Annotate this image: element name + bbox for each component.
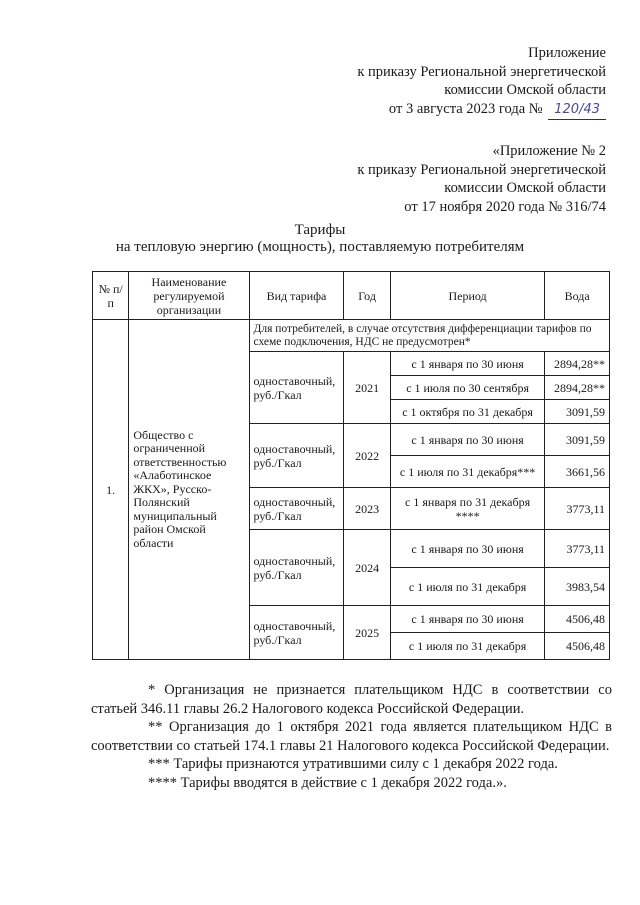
- tariff-kind: одноставочный, руб./Гкал: [249, 352, 344, 424]
- footnote-3: *** Тарифы признаются утратившими силу с 1 декабря 2022 года.: [148, 756, 558, 772]
- appendix2-title: «Приложение № 2: [492, 143, 606, 159]
- tariff-value: 2894,28**: [545, 352, 610, 376]
- header-num: № п/п: [93, 272, 129, 320]
- appendix-title: Приложение: [528, 45, 606, 61]
- tariff-period: с 1 января по 30 июня: [390, 352, 544, 376]
- header-period: Период: [390, 272, 544, 320]
- tariff-value: 3091,59: [545, 424, 610, 456]
- tariff-kind: одноставочный, руб./Гкал: [249, 488, 344, 530]
- header-kind: Вид тарифа: [249, 272, 344, 320]
- tariff-value: 4506,48: [545, 633, 610, 660]
- header-water: Вода: [545, 272, 610, 320]
- appendix-date: от 3 августа 2023 года №: [388, 100, 543, 117]
- header-year: Год: [344, 272, 390, 320]
- tariff-period: с 1 января по 31 декабря ****: [390, 488, 544, 530]
- row-number: 1.: [93, 320, 129, 660]
- tariff-value: 3091,59: [545, 400, 610, 424]
- table-header-row: [93, 272, 610, 320]
- appendix2-commission: комиссии Омской области: [444, 180, 606, 196]
- tariff-value: 3773,11: [545, 488, 610, 530]
- document-subtitle: на тепловую энергию (мощность), поставляемую потребителям: [115, 239, 525, 255]
- tariff-period: с 1 января по 30 июня: [390, 606, 544, 633]
- handwritten-order-number: 120/43: [548, 101, 606, 121]
- appendix2-header: [357, 142, 606, 216]
- appendix-header: [357, 44, 606, 120]
- header-org: Наименование регулируемой организации: [129, 272, 249, 320]
- tariff-period: с 1 июля по 30 сентября: [390, 376, 544, 400]
- tariff-year: 2021: [344, 352, 390, 424]
- tariff-value: 3661,56: [545, 456, 610, 488]
- tariff-year: 2023: [344, 488, 390, 530]
- appendix2-date: от 17 ноября 2020 года № 316/74: [404, 198, 606, 215]
- tariff-period: с 1 июля по 31 декабря: [390, 568, 544, 606]
- appendix2-order-ref: к приказу Региональной энергетической: [357, 161, 606, 178]
- appendix-order-ref: к приказу Региональной энергетической: [357, 63, 606, 80]
- tariff-year: 2022: [344, 424, 390, 488]
- document-title: Тарифы: [294, 222, 346, 238]
- appendix-commission: комиссии Омской области: [444, 82, 606, 98]
- tariff-value: 2894,28**: [545, 376, 610, 400]
- footnote-4: **** Тарифы вводятся в действие с 1 декабря 2022 года.».: [148, 774, 507, 791]
- tariff-year: 2025: [344, 606, 390, 660]
- tariff-kind: одноставочный, руб./Гкал: [249, 606, 344, 660]
- footnote-1: * Организация не признается плательщиком НДС в соответствии со статьей 346.11 главы 26.2 Налогового кодекса Российской Федерации.: [91, 682, 612, 717]
- tariff-value: 3773,11: [545, 530, 610, 568]
- tariff-year: 2024: [344, 530, 390, 606]
- consumer-note: Для потребителей, в случае отсутствия дифференциации тарифов по схеме подключения, НДС не предусмотрен*: [249, 320, 610, 352]
- tariff-kind: одноставочный, руб./Гкал: [249, 424, 344, 488]
- table-row: [93, 320, 610, 352]
- organization-name: Общество с ограниченной ответственностью «Алаботинское ЖКХ», Русско-Полянский муниципальный район Омской области: [129, 320, 249, 660]
- tariff-period: с 1 июля по 31 декабря***: [390, 456, 544, 488]
- tariff-period: с 1 января по 30 июня: [390, 424, 544, 456]
- tariff-kind: одноставочный, руб./Гкал: [249, 530, 344, 606]
- tariff-period: с 1 января по 30 июня: [390, 530, 544, 568]
- tariff-table: [92, 271, 610, 660]
- appendix-date-line: [357, 100, 606, 121]
- tariff-value: 3983,54: [545, 568, 610, 606]
- tariff-period: с 1 июля по 31 декабря: [390, 633, 544, 660]
- footnotes: [91, 681, 612, 792]
- footnote-2: ** Организация до 1 октября 2021 года является плательщиком НДС в соответствии со статьей 174.1 главы 21 Налогового кодекса Российской Федерации.: [91, 719, 612, 754]
- tariff-value: 4506,48: [545, 606, 610, 633]
- tariff-period: с 1 октября по 31 декабря: [390, 400, 544, 424]
